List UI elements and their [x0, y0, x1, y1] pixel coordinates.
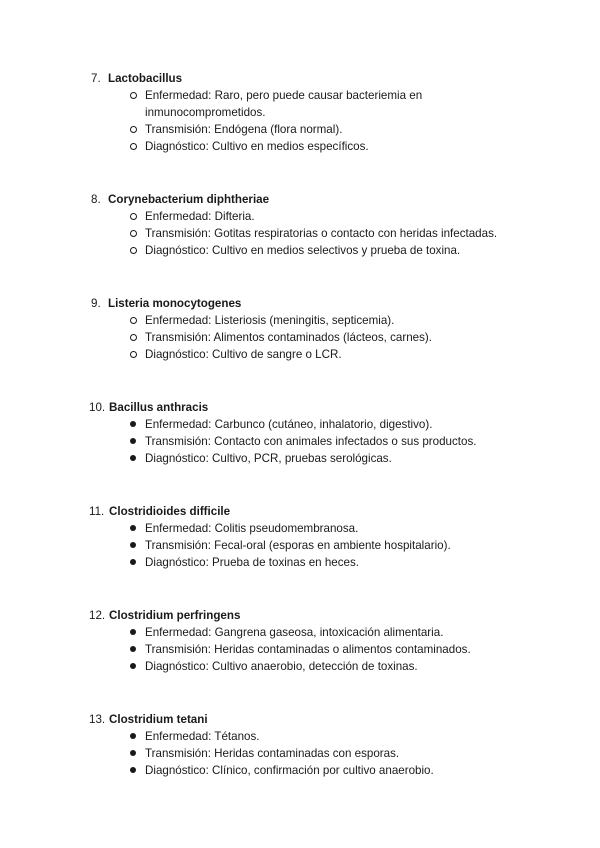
item-label: Enfermedad: — [145, 522, 212, 535]
list-item — [0, 87, 600, 121]
item-label: Diagnóstico: — [145, 140, 209, 153]
section-title: Clostridioides difficile — [109, 505, 231, 518]
hollow-bullet-icon — [130, 126, 137, 133]
section-title: Lactobacillus — [108, 72, 183, 85]
hollow-bullet-icon — [130, 213, 137, 220]
list-section — [0, 70, 600, 155]
list-item — [0, 554, 600, 571]
filled-bullet-icon — [130, 542, 136, 548]
item-label: Transmisión: — [145, 435, 211, 448]
filled-bullet-icon — [130, 438, 136, 444]
list-item — [0, 658, 600, 675]
section-number: 9. — [91, 297, 101, 310]
section-number: 7. — [91, 72, 101, 85]
list-item — [0, 121, 600, 138]
item-label: Transmisión: — [145, 227, 211, 240]
list-section — [0, 607, 600, 675]
list-item — [0, 138, 600, 155]
item-text: Gotitas respiratorias o contacto con heridas infectadas. — [214, 227, 498, 240]
item-text: Colitis pseudomembranosa. — [214, 522, 359, 535]
section-title: Listeria monocytogenes — [108, 297, 242, 310]
section-title: Clostridium perfringens — [109, 609, 241, 622]
item-label: Enfermedad: — [145, 89, 212, 102]
item-label: Diagnóstico: — [145, 244, 209, 257]
bullet-list — [0, 208, 600, 259]
item-label: Transmisión: — [145, 539, 211, 552]
item-text: Alimentos contaminados (lácteos, carnes). — [213, 331, 432, 344]
bullet-list — [0, 624, 600, 675]
bullet-list — [0, 87, 600, 155]
section-number: 11. — [89, 505, 105, 518]
item-text: Difteria. — [214, 210, 255, 223]
list-item — [0, 745, 600, 762]
section-heading — [0, 70, 600, 87]
list-item — [0, 416, 600, 433]
item-text: Listeriosis (meningitis, septicemia). — [214, 314, 395, 327]
hollow-bullet-icon — [130, 143, 137, 150]
filled-bullet-icon — [130, 421, 136, 427]
list-item — [0, 329, 600, 346]
hollow-bullet-icon — [130, 351, 137, 358]
section-title: Bacillus anthracis — [109, 401, 209, 414]
hollow-bullet-icon — [130, 334, 137, 341]
filled-bullet-icon — [130, 525, 136, 531]
list-item — [0, 520, 600, 537]
filled-bullet-icon — [130, 646, 136, 652]
item-label: Diagnóstico: — [145, 452, 209, 465]
list-item — [0, 242, 600, 259]
item-label: Transmisión: — [145, 123, 211, 136]
item-text: Cultivo, PCR, pruebas serológicas. — [212, 452, 392, 465]
section-heading — [0, 399, 600, 416]
item-label: Transmisión: — [145, 643, 211, 656]
item-label: Enfermedad: — [145, 418, 212, 431]
item-text: Gangrena gaseosa, intoxicación alimentaria. — [214, 626, 444, 639]
section-number: 13. — [89, 713, 106, 726]
item-text: Carbunco (cutáneo, inhalatorio, digestivo). — [214, 418, 433, 431]
filled-bullet-icon — [130, 455, 136, 461]
list-item — [0, 728, 600, 745]
item-label: Diagnóstico: — [145, 660, 209, 673]
hollow-bullet-icon — [130, 247, 137, 254]
list-item — [0, 312, 600, 329]
filled-bullet-icon — [130, 629, 136, 635]
section-heading — [0, 191, 600, 208]
item-text: Endógena (flora normal). — [214, 123, 343, 136]
list-section — [0, 711, 600, 779]
item-text: Cultivo de sangre o LCR. — [212, 348, 342, 361]
filled-bullet-icon — [130, 663, 136, 669]
section-heading — [0, 503, 600, 520]
item-text: Clínico, confirmación por cultivo anaerobio. — [212, 764, 434, 777]
bullet-list — [0, 728, 600, 779]
item-text: Cultivo anaerobio, detección de toxinas. — [212, 660, 418, 673]
section-number: 12. — [89, 609, 106, 622]
hollow-bullet-icon — [130, 230, 137, 237]
list-section — [0, 399, 600, 467]
filled-bullet-icon — [130, 733, 136, 739]
list-item — [0, 537, 600, 554]
item-text: Cultivo en medios selectivos y prueba de toxina. — [212, 244, 461, 257]
list-item — [0, 225, 600, 242]
list-section — [0, 503, 600, 571]
bullet-list — [0, 416, 600, 467]
hollow-bullet-icon — [130, 92, 137, 99]
section-heading — [0, 711, 600, 728]
filled-bullet-icon — [130, 750, 136, 756]
item-text: Heridas contaminadas con esporas. — [214, 747, 400, 760]
section-heading — [0, 295, 600, 312]
hollow-bullet-icon — [130, 317, 137, 324]
item-text: Prueba de toxinas en heces. — [212, 556, 360, 569]
list-item — [0, 762, 600, 779]
list-item — [0, 450, 600, 467]
item-label: Enfermedad: — [145, 626, 212, 639]
list-item — [0, 624, 600, 641]
filled-bullet-icon — [130, 559, 136, 565]
bullet-list — [0, 520, 600, 571]
bullet-list — [0, 312, 600, 363]
item-label: Enfermedad: — [145, 730, 212, 743]
list-item — [0, 346, 600, 363]
item-label: Diagnóstico: — [145, 556, 209, 569]
item-label: Transmisión: — [145, 747, 211, 760]
section-title: Clostridium tetani — [109, 713, 208, 726]
item-label: Enfermedad: — [145, 210, 212, 223]
item-text: Contacto con animales infectados o sus productos. — [214, 435, 477, 448]
item-label: Diagnóstico: — [145, 764, 209, 777]
list-section — [0, 295, 600, 363]
list-item — [0, 208, 600, 225]
item-label: Diagnóstico: — [145, 348, 209, 361]
item-text: Tétanos. — [214, 730, 260, 743]
item-text: Cultivo en medios específicos. — [212, 140, 369, 153]
list-item — [0, 641, 600, 658]
section-title: Corynebacterium diphtheriae — [108, 193, 270, 206]
section-heading — [0, 607, 600, 624]
section-number: 8. — [91, 193, 101, 206]
item-text: Raro, pero puede causar bacteriemia en inmunocomprometidos. — [145, 89, 423, 119]
list-item — [0, 433, 600, 450]
item-label: Transmisión: — [145, 331, 211, 344]
section-number: 10. — [89, 401, 106, 414]
item-text: Fecal-oral (esporas en ambiente hospitalario). — [214, 539, 451, 552]
item-label: Enfermedad: — [145, 314, 212, 327]
filled-bullet-icon — [130, 767, 136, 773]
list-section — [0, 191, 600, 259]
item-text: Heridas contaminadas o alimentos contaminados. — [214, 643, 471, 656]
